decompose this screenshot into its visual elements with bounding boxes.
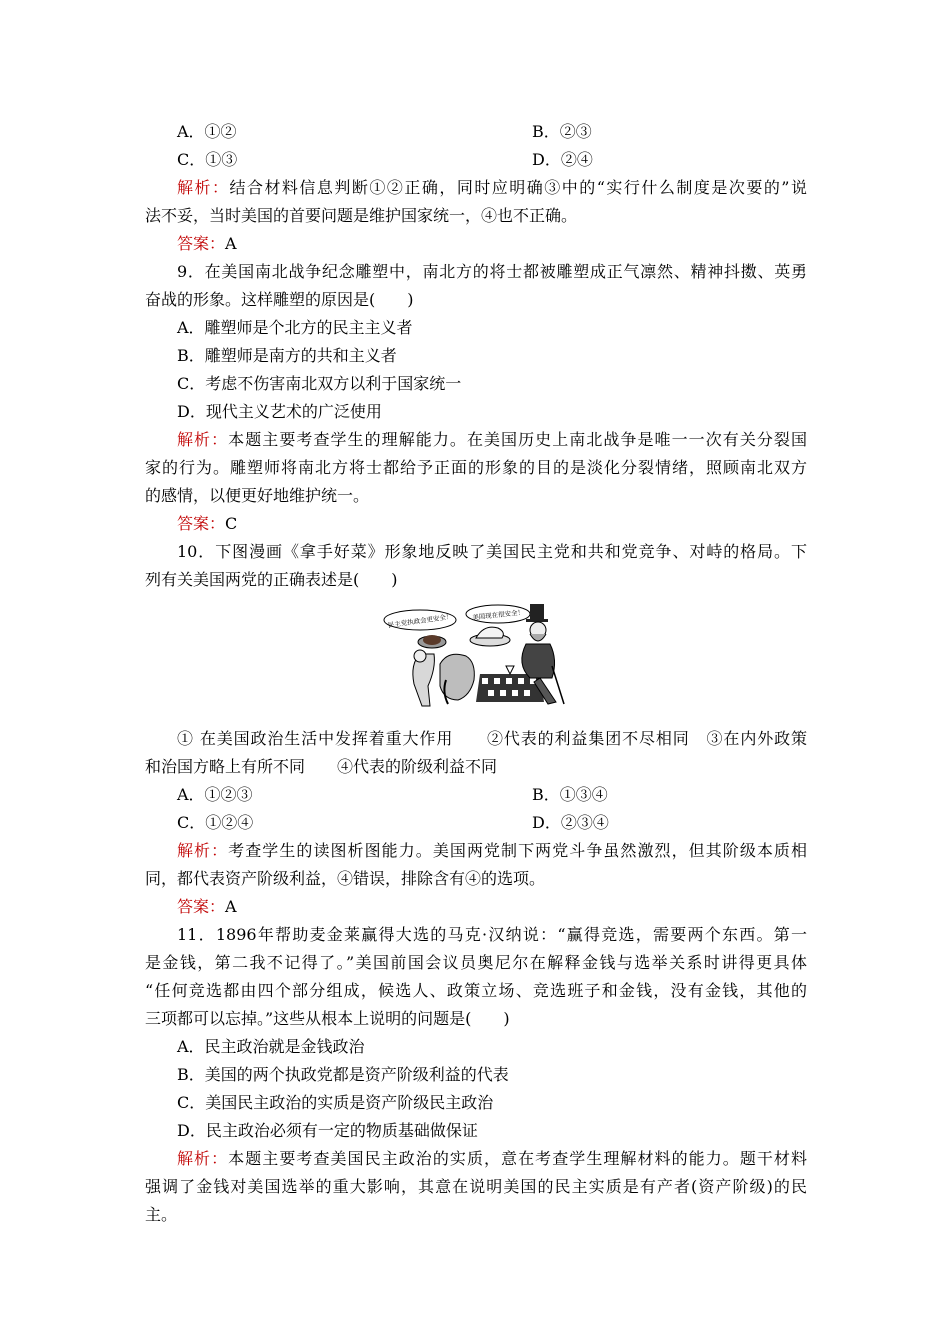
q9-option-b: B．雕塑师是南方的共和主义者 — [177, 346, 397, 365]
q11-option-d: D．民主政治必须有一定的物质基础做保证 — [177, 1121, 478, 1140]
answer-label: 答案： — [177, 234, 226, 253]
q11-stem-line-4: 三项都可以忘掉。”这些从根本上说明的问题是( ) — [145, 1009, 510, 1028]
q11-analysis-text-1: 本题主要考查美国民主政治的实质，意在考查学生理解材料的能力。题干材料 — [228, 1149, 807, 1168]
q10-stem-line-1: 10．下图漫画《拿手好菜》形象地反映了美国民主党和共和党竞争、对峙的格局。下 — [177, 542, 807, 561]
q8-option-a: A．①② — [177, 122, 237, 141]
q8-analysis-text-1: 结合材料信息判断①②正确，同时应明确③中的“实行什么制度是次要的”说 — [229, 178, 807, 197]
q9-analysis-line-1 — [177, 430, 807, 450]
q9-answer — [177, 514, 237, 534]
q10-option-b: B．①③④ — [532, 785, 608, 804]
q9-stem-line-2: 奋战的形象。这样雕塑的原因是( ) — [145, 290, 414, 309]
q10-analysis-text-1: 考查学生的读图析图能力。美国两党制下两党斗争虽然激烈，但其阶级本质相 — [228, 841, 807, 860]
q8-analysis-line-1 — [177, 178, 807, 198]
q9-analysis-line-3: 的感情，以便更好地维护统一。 — [145, 486, 370, 505]
q9-analysis-line-2: 家的行为。雕塑师将南北方将士都给予正面的形象的目的是淡化分裂情绪，照顾南北双方 — [145, 458, 807, 477]
q10-answer — [177, 897, 237, 917]
q8-answer — [177, 234, 237, 254]
cartoon-sign-right — [466, 605, 530, 623]
cartoon-sign-right-text: 美国现在很安全！ — [471, 608, 525, 622]
q9-option-d: D．现代主义艺术的广泛使用 — [177, 402, 382, 421]
q8-option-d: D．②④ — [532, 150, 593, 169]
analysis-label: 解析： — [177, 1149, 229, 1168]
q10-option-a: A．①②③ — [177, 785, 253, 804]
cartoon-sign-left — [384, 610, 456, 630]
q11-stem-line-2: 是金钱，第二我不记得了。”美国前国会议员奥尼尔在解释金钱与选举关系时讲得更具体 — [145, 953, 807, 972]
answer-label: 答案： — [177, 897, 226, 916]
q9-stem-line-1: 9．在美国南北战争纪念雕塑中，南北方的将士都被雕塑成正气凛然、精神抖擞、英勇 — [177, 262, 807, 281]
q10-answer-value: A — [225, 897, 237, 916]
q9-answer-value: C — [225, 514, 238, 533]
q11-option-a: A．民主政治就是金钱政治 — [177, 1037, 365, 1056]
q9-option-c: C．考虑不伤害南北双方以利于国家统一 — [177, 374, 462, 393]
analysis-label: 解析： — [177, 430, 229, 449]
answer-label: 答案： — [177, 514, 226, 533]
q10-items-line-2: 和治国方略上有所不同 ④代表的阶级利益不同 — [145, 757, 498, 776]
q11-option-b: B．美国的两个执政党都是资产阶级利益的代表 — [177, 1065, 509, 1084]
q8-option-c: C．①③ — [177, 150, 238, 169]
q10-items-line-1: ① 在美国政治生活中发挥着重大作用 ②代表的利益集团不尽相同 ③在内外政策 — [177, 729, 807, 748]
q8-answer-value: A — [225, 234, 237, 253]
q10-analysis-line-1 — [177, 841, 807, 861]
analysis-label: 解析： — [177, 841, 229, 860]
q9-analysis-text-1: 本题主要考查学生的理解能力。在美国历史上南北战争是唯一一次有关分裂国 — [228, 430, 807, 449]
q8-analysis-line-2: 法不妥，当时美国的首要问题是维护国家统一，④也不正确。 — [145, 206, 578, 225]
q10-option-d: D．②③④ — [532, 813, 609, 832]
q11-stem-line-1: 11．1896年帮助麦金莱赢得大选的马克·汉纳说：“赢得竞选，需要两个东西。第一 — [177, 925, 807, 944]
q10-analysis-line-2: 同，都代表资产阶级利益，④错误，排除含有④的选项。 — [145, 869, 546, 888]
q11-analysis-line-1 — [177, 1149, 807, 1169]
q11-analysis-line-3: 主。 — [145, 1205, 178, 1224]
q11-option-c: C．美国民主政治的实质是资产阶级民主政治 — [177, 1093, 494, 1112]
q10-stem-line-2: 列有关美国两党的正确表述是( ) — [145, 570, 398, 589]
q8-option-b: B．②③ — [532, 122, 592, 141]
cartoon-image — [380, 604, 568, 710]
q10-option-c: C．①②④ — [177, 813, 254, 832]
q9-option-a: A．雕塑师是个北方的民主主义者 — [177, 318, 413, 337]
q11-analysis-line-2: 强调了金钱对美国选举的重大影响，其意在说明美国的民主实质是有产者(资产阶级)的民 — [145, 1177, 807, 1196]
cartoon-sign-left-text: 民主党执政会更安全！ — [387, 612, 453, 630]
q11-stem-line-3: “任何竞选都由四个部分组成，候选人、政策立场、竞选班子和金钱，没有金钱，其他的 — [145, 981, 807, 1000]
analysis-label: 解析： — [177, 178, 230, 197]
